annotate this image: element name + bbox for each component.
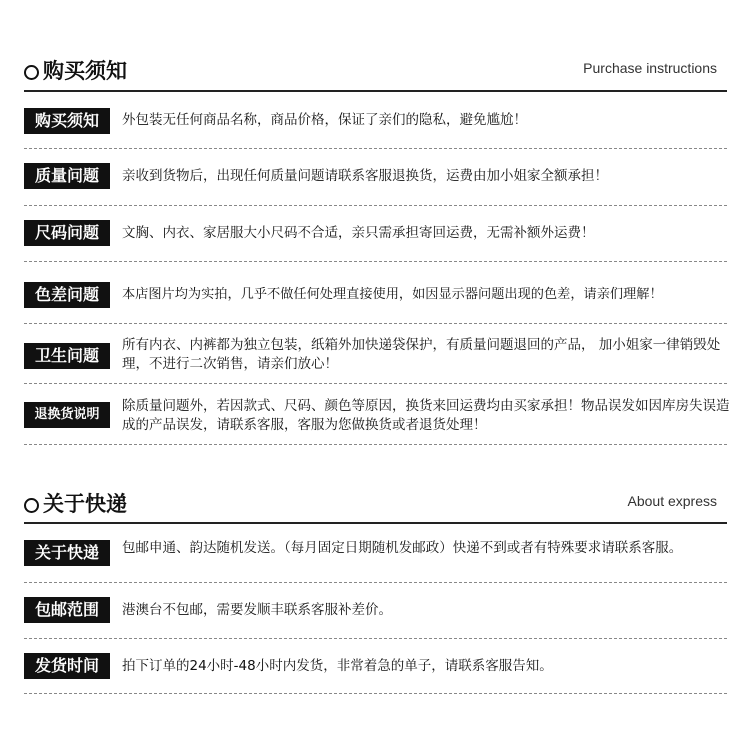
purchase-section-title: 购买须知	[43, 59, 127, 83]
list-item	[24, 149, 727, 206]
item-label-badge: 质量问题	[24, 163, 110, 189]
item-text: 所有内衣、内裤都为独立包装，纸箱外加快递袋保护，有质量问题退回的产品， 加小姐家一律销毁处理，不进行二次销售，请亲们放心！	[122, 337, 721, 372]
list-item	[24, 639, 727, 694]
list-item	[24, 92, 727, 149]
item-text: 亲收到货物后，出现任何质量问题请联系客服退换货，运费由加小姐家全额承担！	[122, 168, 608, 184]
dashed-divider	[24, 693, 727, 694]
item-label-badge: 关于快递	[24, 540, 110, 566]
purchase-section-subtitle: Purchase instructions	[583, 60, 717, 76]
purchase-section-header	[24, 58, 727, 88]
item-label-badge: 购买须知	[24, 108, 110, 134]
dashed-divider	[24, 444, 727, 445]
circle-bullet-icon	[24, 65, 39, 80]
item-text: 文胸、内衣、家居服大小尺码不合适，亲只需承担寄回运费，无需补额外运费！	[122, 225, 595, 241]
item-label-badge: 包邮范围	[24, 597, 110, 623]
express-section-subtitle: About express	[627, 493, 717, 509]
item-label-badge: 色差问题	[24, 282, 110, 308]
item-text: 外包装无任何商品名称，商品价格，保证了亲们的隐私，避免尴尬！	[122, 112, 527, 128]
express-section-header	[24, 491, 727, 521]
express-section-title: 关于快递	[43, 492, 127, 516]
list-item	[24, 262, 727, 324]
item-text: 本店图片均为实拍，几乎不做任何处理直接使用，如因显示器问题出现的色差，请亲们理解！	[122, 287, 663, 302]
item-text: 拍下订单的24小时-48小时内发货，非常着急的单子，请联系客服告知。	[122, 658, 553, 674]
list-item	[24, 583, 727, 639]
item-text: 港澳台不包邮，需要发顺丰联系客服补差价。	[122, 602, 392, 618]
item-label-badge: 卫生问题	[24, 343, 110, 369]
circle-bullet-icon	[24, 498, 39, 513]
item-text: 包邮申通、韵达随机发送。（每月固定日期随机发邮政）快递不到或者有特殊要求请联系客服。	[122, 540, 683, 556]
list-item	[24, 524, 727, 583]
item-label-badge: 发货时间	[24, 653, 110, 679]
list-item	[24, 206, 727, 262]
item-label-badge: 尺码问题	[24, 220, 110, 246]
item-label-badge: 退换货说明	[24, 402, 110, 428]
list-item	[24, 324, 727, 384]
item-text: 除质量问题外，若因款式、尺码、颜色等原因，换货来回运费均由买家承担！物品误发如因库房失误造成的产品误发，请联系客服，客服为您做换货或者退货处理！	[122, 398, 730, 433]
list-item	[24, 384, 730, 445]
